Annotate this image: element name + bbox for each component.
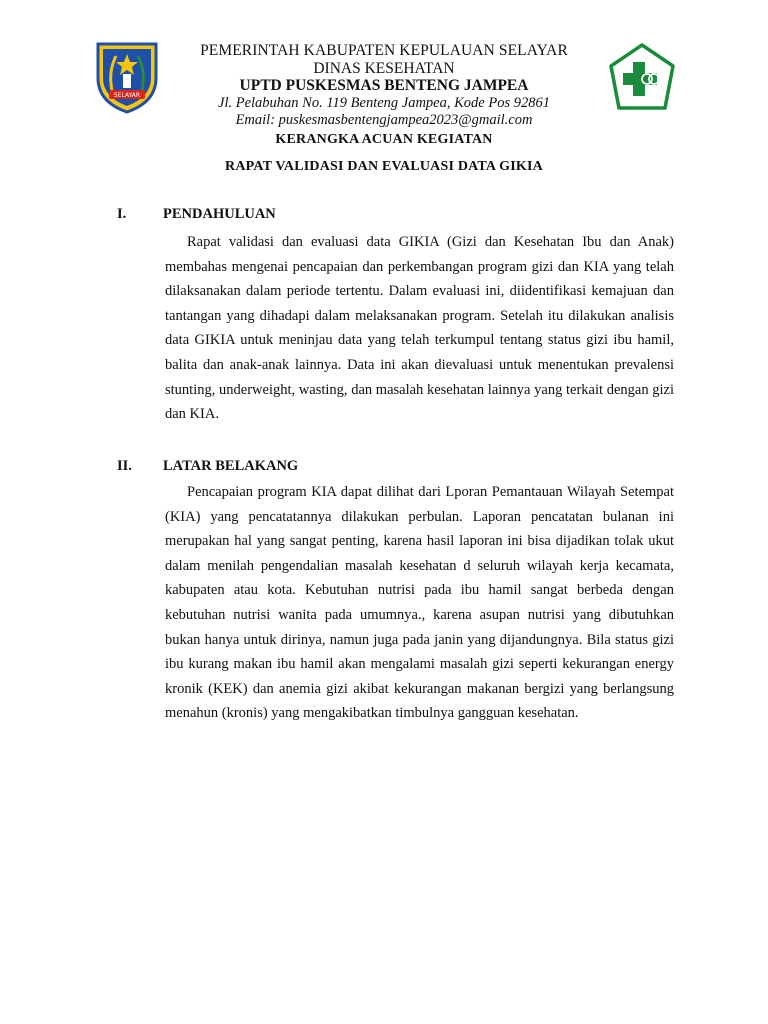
section-paragraph-pendahuluan: Rapat validasi dan evaluasi data GIKIA (Gizi dan Kesehatan Ibu dan Anak) membahas mengenai pencapaian dan perkembangan program gizi dan KIA yang telah dilaksanakan dalam periode tertentu. Dalam evaluasi ini, diidentifikasi kemajuan dan tantangan yang dihadapi dalam melaksanakan program. Setelah itu dilakukan analisis data GIKIA untuk meninjau data yang telah terkumpul tentang status gizi ibu hamil, balita dan anak-anak lainnya. Data ini akan dievaluasi untuk menentukan prevalensi stunting, underweight, wasting, dan masalah kesehatan lainnya yang terkait dengan gizi dan KIA. (165, 234, 674, 423)
letterhead-email: Email: puskesmasbentengjampea2023@gmail.com (235, 112, 533, 128)
letterhead-unit: UPTD PUSKESMAS BENTENG JAMPEA (239, 77, 529, 94)
section-number: II. (117, 458, 132, 474)
letterhead (168, 42, 600, 130)
section-heading-pendahuluan: PENDAHULUAN (163, 206, 276, 222)
section-paragraph-latar-belakang: Pencapaian program KIA dapat dilihat dari Lporan Pemantauan Wilayah Setempat (KIA) yang pencatatannya dilakukan perbulan. Laporan pencatatan bulanan ini merupakan hal yang sangat penting, karena hasil laporan ini bisa dijadikan tolak ukut dalam menilah pengendalian masalah kesehatan d seluruh wilayah kerja kecamata, kabupaten atau kota. Kebutuhan nutrisi pada ibu hamil sangat berbeda dengan kebutuhan nutrisi wanita pada umumnya., karena asupan nutrisi yang dibutuhkan bukan hanya untuk dirinya, namun juga pada janin yang dijandungnya. Bila status gizi ibu kurang makan ibu hamil akan mengalami masalah gizi seperti kekurangan energy kronik (KEK) dan anemia gizi akibat kekurangan makanan bergizi yang berlangsung menahun (kronis) yang mengakibatkan timbulnya gangguan kesehatan. (165, 484, 674, 722)
document-title: KERANGKA ACUAN KEGIATAN (275, 132, 493, 147)
letterhead-government: PEMERINTAH KABUPATEN KEPULAUAN SELAYAR (200, 42, 568, 59)
emblem-banner-text: SELAYAR (113, 92, 141, 99)
regency-emblem-icon (92, 40, 162, 114)
puskesmas-logo-icon (607, 42, 677, 114)
document-subtitle: RAPAT VALIDASI DAN EVALUASI DATA GIKIA (225, 159, 543, 174)
letterhead-agency: DINAS KESEHATAN (313, 59, 455, 77)
section-heading-latar-belakang: LATAR BELAKANG (163, 458, 299, 474)
section-number: I. (117, 206, 127, 222)
letterhead-address: Jl. Pelabuhan No. 119 Benteng Jampea, Kode Pos 92861 (218, 94, 550, 111)
